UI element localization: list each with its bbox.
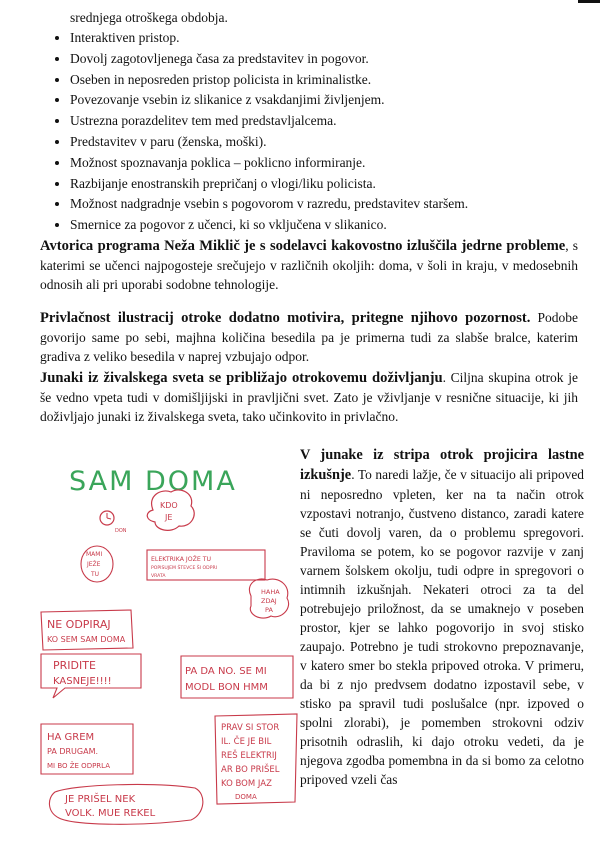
svg-text:DON: DON xyxy=(115,528,127,534)
bullet-list xyxy=(40,28,600,236)
paragraph-lead: Privlačnost ilustracij otroke dodatno motivira, pritegne njihovo pozornost. xyxy=(40,310,531,326)
svg-text:TU: TU xyxy=(91,571,100,578)
svg-text:VRATA: VRATA xyxy=(151,574,166,579)
svg-text:POPISUJEM ŠTEVCE ŠI ODPRI: POPISUJEM ŠTEVCE ŠI ODPRI xyxy=(151,566,218,571)
svg-text:DOMA: DOMA xyxy=(235,793,257,801)
paragraph-illustrations xyxy=(40,308,578,366)
svg-text:KASNEJE!!!!: KASNEJE!!!! xyxy=(53,676,112,687)
speech-bubble-je-prisel xyxy=(49,785,202,825)
svg-text:HA GREM: HA GREM xyxy=(47,732,95,743)
svg-text:JEŽE: JEŽE xyxy=(87,561,101,568)
speech-bubble-pridite xyxy=(41,654,141,698)
svg-text:PA DRUGAM.: PA DRUGAM. xyxy=(47,747,99,756)
svg-text:JE PRIŠEL NEK: JE PRIŠEL NEK xyxy=(65,794,136,805)
list-item: • Interaktiven pristop. xyxy=(70,28,600,49)
svg-text:AR BO PRIŠEL: AR BO PRIŠEL xyxy=(221,765,280,775)
svg-text:MAMI: MAMI xyxy=(86,551,103,558)
drawing-title: SAM DOMA xyxy=(69,466,237,497)
speech-bubble-prav-si xyxy=(215,714,297,804)
paragraph-lead: Junaki iz živalskega sveta se približajo otrokovemu doživljanju xyxy=(40,370,443,386)
svg-text:REŠ ELEKTRIJ: REŠ ELEKTRIJ xyxy=(221,751,277,761)
svg-text:MI BO ŽE ODPRLA: MI BO ŽE ODPRLA xyxy=(47,762,111,770)
list-item: • Oseben in neposreden pristop policista in kriminalistke. xyxy=(70,70,600,91)
paragraph-body: . To naredi lažje, če v situacijo ali pripoved ni neposredno vpleten, ker na ta način otrok vzpostavi notranjo, čustveno distanco, zaradi katere se čuti dovolj varen, da o problemu spregovori. Praviloma se potem, ko se pogovor razvije v zanj varnem šolskem okolju, tudi odpre in spregovori o intimnih izkušnjah. Nekateri otroci za ta del potrebujejo priložnost, da se umaknejo v poseben prostor, kjer se lahko pogovorijo in svoj stisko zaupajo. Potrebno je tudi strokovno prepoznavanje, v katero smer bo stekla pripoved otroka. V primeru, da bi z njo predvsem dodatno izpostavil sebe, v stisko pa spravil tudi poslušalce (npr. izpoved o spolni zlorabi), je pomemben strokovni odziv prisotnih odraslih, ki dajo otroku vedeti, da je njegova zgodba pomembna in da si bomo za celotno pripoved vzeli čas xyxy=(300,467,584,787)
speech-bubble-ne-odpiraj xyxy=(41,610,133,650)
list-intro-line: srednjega otroškega obdobja. xyxy=(70,10,228,25)
list-item: • Predstavitev v paru (ženska, moški). xyxy=(70,132,600,153)
svg-text:PA DA NO. SE MI: PA DA NO. SE MI xyxy=(185,666,267,677)
svg-text:PRIDITE: PRIDITE xyxy=(53,659,96,672)
paragraph-animal-heroes xyxy=(40,368,578,426)
paragraph-body: . Ciljna skupina otrok je še vedno vpeta tudi v domišljijski in pravljični svet. Zato je vživljanje v resnične situacije, ki jih doživljajo junaki iz živalskega sveta, tako učinkovito in privlačno. xyxy=(40,370,578,424)
svg-text:HAHA: HAHA xyxy=(261,588,280,596)
svg-text:IL. ČE JE BIL: IL. ČE JE BIL xyxy=(221,737,272,747)
speech-bubble-elektrika xyxy=(147,550,265,580)
svg-text:VOLK. MUE REKEL: VOLK. MUE REKEL xyxy=(65,808,156,819)
list-item: • Smernice za pogovor z učenci, ki so vključena v slikanico. xyxy=(70,215,600,236)
list-item: • Povezovanje vsebin iz slikanice z vsakdanjimi življenjem. xyxy=(70,90,600,111)
svg-text:JE: JE xyxy=(165,513,173,522)
paragraph-body: , s katerimi se učenci najpogosteje srečujejo v različnih okoljih: doma, v šoli in kraju, v medosebnih odnosih ali pri uporabi sodobne tehnologije. xyxy=(40,238,578,292)
list-item: • Ustrezna porazdelitev tem med predstavljalcema. xyxy=(70,111,600,132)
speech-bubble-mami xyxy=(81,546,113,582)
paragraph-body: Podobe govorijo same po sebi, majhna količina besedila pa je primerna tudi za slabše bralce, katerim gradiva z veliko besedila v naprej vzbujajo odpor. xyxy=(40,310,578,364)
page-corner-mark xyxy=(578,0,600,3)
speech-bubble-haha xyxy=(249,579,288,618)
svg-text:PRAV SI STOR: PRAV SI STOR xyxy=(221,723,280,733)
svg-text:MODL BON HMM: MODL BON HMM xyxy=(185,682,268,693)
paragraph-lead: V junake iz stripa otrok projicira lastne izkušnje xyxy=(300,447,584,483)
svg-text:KO SEM SAM DOMA: KO SEM SAM DOMA xyxy=(47,635,126,644)
child-drawing xyxy=(35,448,299,828)
list-item: • Možnost nadgradnje vsebin s pogovorom v razredu, predstavitev staršem. xyxy=(70,194,600,215)
paragraph-comic-heroes xyxy=(300,445,584,789)
svg-text:PA: PA xyxy=(265,606,273,614)
svg-text:NE ODPIRAJ: NE ODPIRAJ xyxy=(47,618,111,631)
svg-text:KDO: KDO xyxy=(160,501,178,510)
paragraph-problems xyxy=(40,236,578,294)
list-item: • Razbijanje enostranskih prepričanj o vlogi/liku policista. xyxy=(70,174,600,195)
speech-bubble-pa-da xyxy=(181,656,293,698)
clock-drawing xyxy=(100,511,127,534)
list-item: • Dovolj zagotovljenega časa za predstavitev in pogovor. xyxy=(70,49,600,70)
svg-text:KO BOM JAZ: KO BOM JAZ xyxy=(221,779,272,789)
svg-text:ELEKTRIKA JOŽE TU: ELEKTRIKA JOŽE TU xyxy=(151,556,212,563)
paragraph-lead: Avtorica programa Neža Miklič je s sodelavci kakovostno izluščila jedrne probleme xyxy=(40,238,566,254)
speech-bubble-ha-grem xyxy=(41,724,133,774)
svg-text:ZDAJ: ZDAJ xyxy=(261,597,277,605)
list-item: • Možnost spoznavanja poklica – poklicno informiranje. xyxy=(70,153,600,174)
